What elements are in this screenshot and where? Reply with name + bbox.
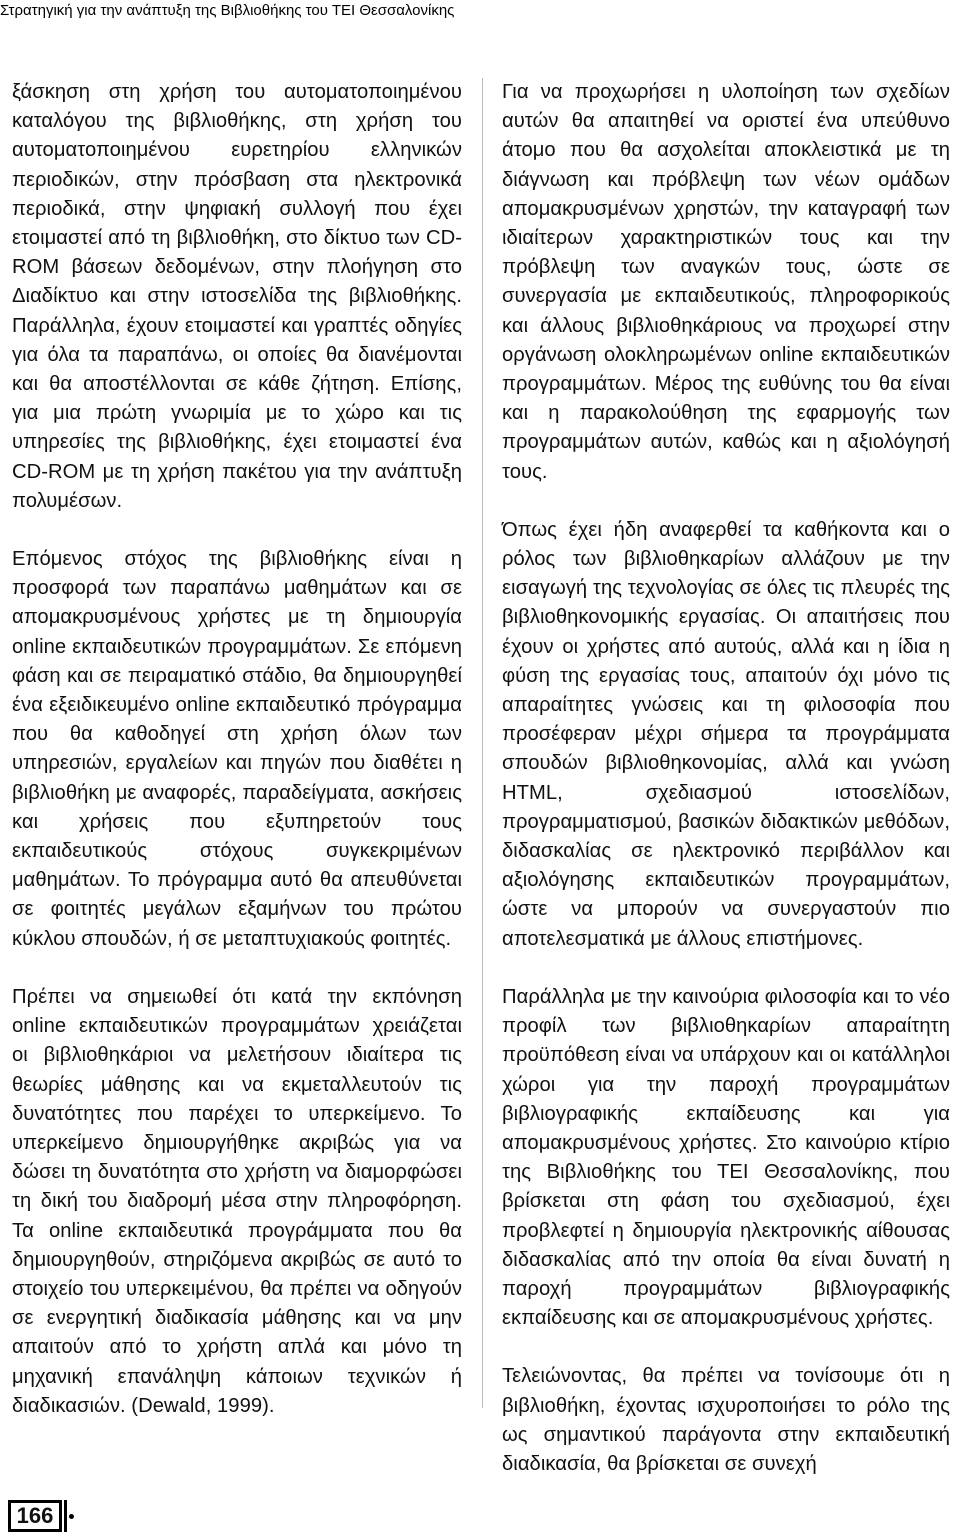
page-number-dot [69,1514,74,1519]
right-column [502,78,950,1479]
body-paragraph: Επόμενος στόχος της βιβλιοθήκης είναι η προσφορά των παραπάνω μαθημάτων και σε απομακρυσμένους χρήστες με τη δημιουργία online εκπαιδευτικών προγραμμάτων. Σε επόμενη φάση και σε πειραματικό στάδιο, θα δημιουργηθεί ένα εξειδικευμένο online εκπαιδευτικό πρόγραμμα που θα καθοδηγεί στη χρήση όλων των υπηρεσιών, εργαλείων και πηγών που διαθέτει η βιβλιοθήκη με αναφορές, παραδείγματα, ασκήσεις και χρήσεις που εξυπηρετούν τους εκπαιδευτικούς στόχους συγκεκριμένων μαθημάτων. Το πρόγραμμα αυτό θα απευθύνεται σε φοιτητές μεγάλων εξαμήνων του πρώτου κύκλου σπουδών, ή σε μεταπτυχιακούς φοιτητές. [12,548,462,950]
running-header: Στρατηγική για την ανάπτυξη της Βιβλιοθήκης του ΤΕΙ Θεσσαλονίκης [0,2,455,19]
body-paragraph: Όπως έχει ήδη αναφερθεί τα καθήκοντα και ο ρόλος των βιβλιοθηκαρίων αλλάζουν με την εισαγωγή της τεχνολογίας σε όλες τις πλευρές της βιβλιοθηκονομικής εργασίας. Οι απαιτήσεις που έχουν οι χρήστες από αυτούς, αλλά και η ίδια η φύση της εργασίας τους, απαιτούν όχι μόνο τις απαραίτητες γνώσεις και τη φιλοσοφία που προσέφεραν μέχρι σήμερα τα προγράμματα σπουδών βιβλιοθηκονομίας, αλλά και γνώση HTML, σχεδιασμού ιστοσελίδων, προγραμματισμού, βασικών διδακτικών μεθόδων, διδασκαλίας σε ηλεκτρονικό περιβάλλον και αξιολόγησης εκπαιδευτικών προγραμμάτων, ώστε να μπορούν να συνεργαστούν πιο αποτελεσματικά με άλλους επιστήμονες. [502,518,950,950]
column-divider [482,78,483,1408]
body-paragraph: Τελειώνοντας, θα πρέπει να τονίσουμε ότι η βιβλιοθήκη, έχοντας ισχυροποιήσει το ρόλο της ως σημαντικού παράγοντα στην εκπαιδευτική διαδικασία, θα βρίσκεται σε συνεχή [502,1365,950,1475]
body-paragraph: Παράλληλα με την καινούρια φιλοσοφία και το νέο προφίλ των βιβλιοθηκαρίων απαραίτητη προϋπόθεση είναι να υπάρχουν και οι κατάλληλοι χώροι για την παροχή προγραμμάτων βιβλιογραφικής εκπαίδευσης και για απομακρυσμένους χρήστες. Στο καινούριο κτίριο της Βιβλιοθήκης του ΤΕΙ Θεσσαλονίκης, που βρίσκεται στη φάση του σχεδιασμού, έχει προβλεφτεί η δημιουργία ηλεκτρονικής αίθουσας διδασκαλίας από την οποία θα είναι δυνατή η παροχή προγραμμάτων βιβλιογραφικής εκπαίδευσης και σε απομακρυσμένους χρήστες. [502,985,950,1330]
body-paragraph: Πρέπει να σημειωθεί ότι κατά την εκπόνηση online εκπαιδευτικών προγραμμάτων χρειάζεται οι βιβλιοθηκάριοι να μελετήσουν ιδιαίτερα τις θεωρίες μάθησης και να εκμεταλλευτούν τις δυνατότητες που παρέχει το υπερκείμενο. Το υπερκείμενο δημιουργήθηκε ακριβώς για να δώσει τη δυνατότητα στο χρήστη να διαμορφώσει τη δική του διαδρομή μέσα στην πληροφόρηση. Τα online εκπαιδευτικά προγράμματα που θα δημιουργηθούν, στηριζόμενα ακριβώς σε αυτό το στοιχείο του υπερκειμένου, θα πρέπει να οδηγούν σε ενεργητική διαδικασία μάθησης και να μην απαιτούν από το χρήστη απλά και μόνο τη μηχανική επανάληψη κάποιων τεχνικών ή διαδικασιών. (Dewald, 1999). [12,985,462,1417]
page-number: 166 [8,1500,62,1532]
body-paragraph: Για να προχωρήσει η υλοποίηση των σχεδίων αυτών θα απαιτηθεί να οριστεί ένα υπεύθυνο άτομο που θα ασχολείται αποκλειστικά με τη διάγνωση και πρόβλεψη των νέων ομάδων απομακρυσμένων χρηστών, την καταγραφή των ιδιαίτερων χαρακτηριστικών τους και την πρόβλεψη των αναγκών τους, ώστε σε συνεργασία με εκπαιδευτικούς, πληροφορικούς και άλλους βιβλιοθηκάριους να προχωρεί στην οργάνωση ολοκληρωμένων online εκπαιδευτικών προγραμμάτων. Μέρος της ευθύνης του θα είναι και η παρακολούθηση της εφαρμογής των προγραμμάτων αυτών, καθώς και η αξιολόγησή τους. [502,81,950,483]
left-column [12,78,462,1421]
page-number-rule [64,1500,67,1532]
body-paragraph: ξάσκηση στη χρήση του αυτοματοποιημένου καταλόγου της βιβλιοθήκης, στη χρήση του αυτοματοποιημένου ευρετηρίου ελληνικών περιοδικών, στην πρόσβαση στα ηλεκτρονικά περιοδικά, στην ψηφιακή συλλογή που έχει ετοιμαστεί από τη βιβλιοθήκη, στο δίκτυο των CD-ROM βάσεων δεδομένων, στην πλοήγηση στο Διαδίκτυο και στην ιστοσελίδα της βιβλιοθήκης. Παράλληλα, έχουν ετοιμαστεί και γραπτές οδηγίες για όλα τα παραπάνω, οι οποίες θα διανέμονται και θα αποστέλλονται σε κάθε ζήτηση. Επίσης, για μια πρώτη γνωριμία με το χώρο και τις υπηρεσίες της βιβλιοθήκης, έχει ετοιμαστεί ένα CD-ROM με τη χρήση πακέτου για την ανάπτυξη πολυμέσων. [12,81,462,512]
